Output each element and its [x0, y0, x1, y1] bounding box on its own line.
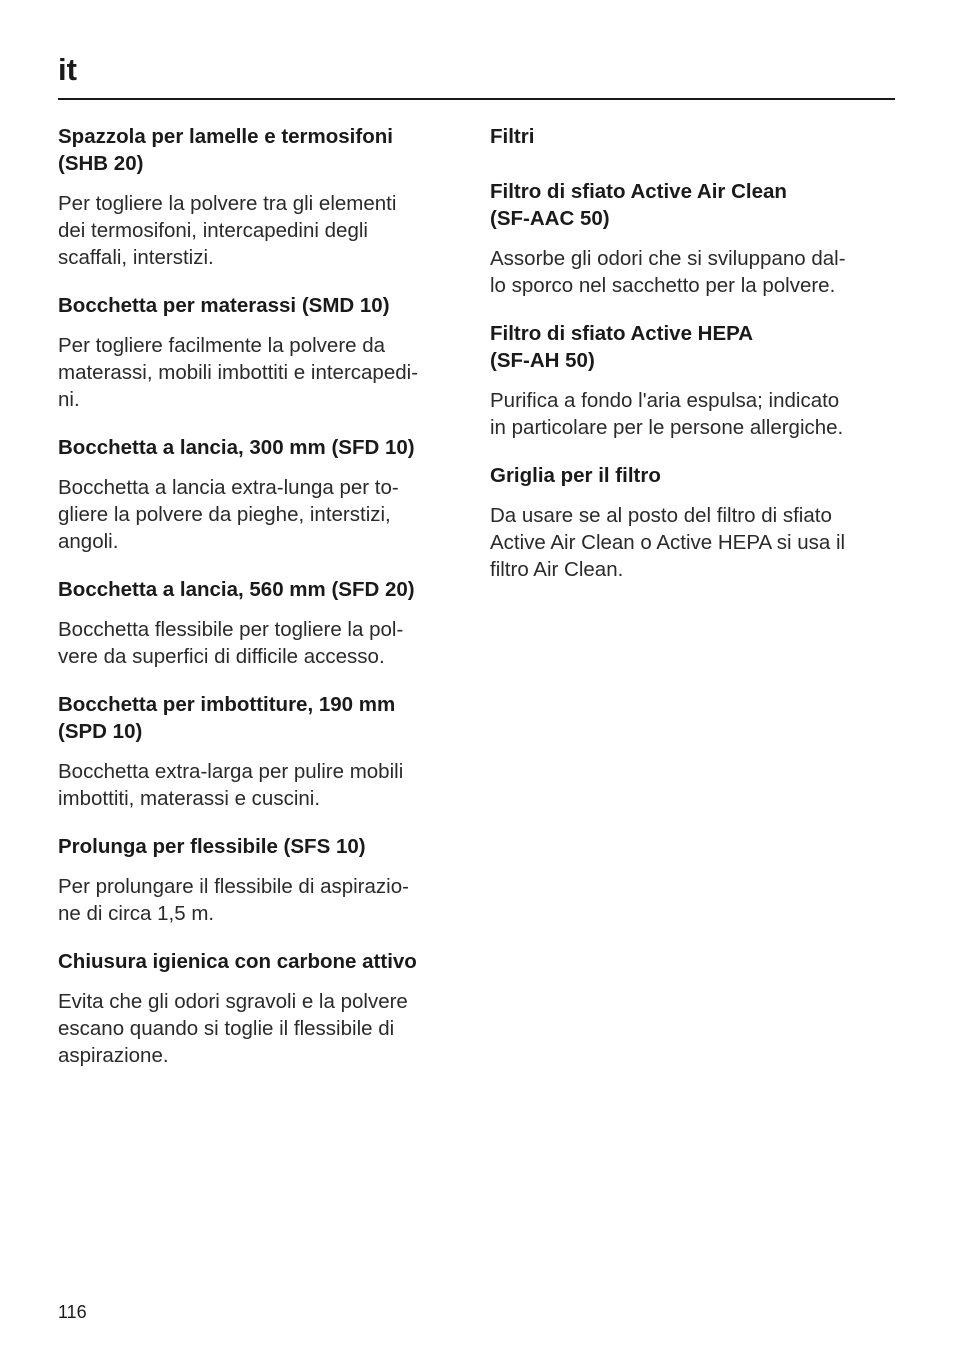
right-column: [490, 123, 900, 604]
section-description-line: ne di circa 1,5 m.: [58, 902, 215, 925]
accessory-section: [58, 833, 468, 927]
page-number: 116: [58, 1302, 87, 1322]
accessory-section: [58, 691, 468, 812]
section-heading: [58, 948, 468, 975]
section-description-line: vere da superfici di difficile accesso.: [58, 645, 385, 668]
section-heading-line: Bocchetta a lancia, 560 mm (SFD 20): [58, 578, 415, 601]
section-description: [58, 758, 468, 812]
section-heading: [58, 576, 468, 603]
section-heading: [58, 691, 468, 745]
section-description-line: in particolare per le persone allergiche.: [490, 416, 844, 439]
section-description-line: angoli.: [58, 530, 119, 553]
filters-group-heading: Filtri: [490, 125, 535, 148]
section-heading-line: Filtro di sfiato Active HEPA: [490, 322, 754, 345]
section-heading: [58, 434, 468, 461]
filter-sections: [490, 178, 900, 583]
section-description-line: aspirazione.: [58, 1044, 169, 1067]
section-description-line: Per togliere la polvere tra gli elementi: [58, 192, 397, 215]
section-description: [58, 190, 468, 271]
section-description-line: dei termosifoni, intercapedini degli: [58, 219, 368, 242]
section-description-line: Purifica a fondo l'aria espulsa; indicato: [490, 389, 840, 412]
section-heading-line: Filtro di sfiato Active Air Clean: [490, 180, 787, 203]
accessory-section: [58, 434, 468, 555]
section-description-line: materassi, mobili imbottiti e intercapedi-: [58, 361, 419, 384]
section-description: [58, 474, 468, 555]
section-heading-line: Griglia per il filtro: [490, 464, 661, 487]
section-heading: [490, 320, 900, 374]
section-description-line: Assorbe gli odori che si sviluppano dal-: [490, 247, 846, 270]
section-heading: [58, 833, 468, 860]
section-heading-line: (SF-AH 50): [490, 349, 595, 372]
accessory-section: [58, 948, 468, 1069]
section-heading: [490, 462, 900, 489]
section-heading: [58, 292, 468, 319]
accessory-section: [58, 123, 468, 271]
section-description-line: filtro Air Clean.: [490, 558, 624, 581]
section-heading-line: (SPD 10): [58, 720, 143, 743]
accessory-section: [490, 320, 900, 441]
section-heading-line: Bocchetta a lancia, 300 mm (SFD 10): [58, 436, 415, 459]
section-heading-line: (SHB 20): [58, 152, 144, 175]
section-description-line: ni.: [58, 388, 80, 411]
section-description: [490, 245, 900, 299]
section-heading-line: Prolunga per flessibile (SFS 10): [58, 835, 366, 858]
section-description: [490, 502, 900, 583]
accessory-section: [490, 462, 900, 583]
section-description-line: Bocchetta a lancia extra-lunga per to-: [58, 476, 399, 499]
section-heading-line: Spazzola per lamelle e termosifoni: [58, 125, 393, 148]
header-divider: [58, 98, 895, 100]
section-description-line: Bocchetta flessibile per togliere la pol-: [58, 618, 404, 641]
section-description: [490, 387, 900, 441]
section-description: [58, 332, 468, 413]
section-heading: [490, 178, 900, 232]
section-description-line: Da usare se al posto del filtro di sfiato: [490, 504, 832, 527]
section-description-line: scaffali, interstizi.: [58, 246, 214, 269]
section-heading: [58, 123, 468, 177]
section-description-line: Per togliere facilmente la polvere da: [58, 334, 386, 357]
section-heading-line: Bocchetta per materassi (SMD 10): [58, 294, 390, 317]
language-code: it: [58, 52, 77, 87]
section-description-line: Evita che gli odori sgravoli e la polvere: [58, 990, 408, 1013]
section-description-line: lo sporco nel sacchetto per la polvere.: [490, 274, 836, 297]
section-description: [58, 988, 468, 1069]
section-description: [58, 616, 468, 670]
section-description-line: Bocchetta extra-larga per pulire mobili: [58, 760, 404, 783]
accessory-section: [490, 178, 900, 299]
left-column: [58, 123, 468, 1090]
section-description-line: Active Air Clean o Active HEPA si usa il: [490, 531, 846, 554]
accessory-section: [58, 292, 468, 413]
section-description-line: Per prolungare il flessibile di aspirazio-: [58, 875, 409, 898]
section-heading-line: Chiusura igienica con carbone attivo: [58, 950, 417, 973]
section-heading-line: (SF-AAC 50): [490, 207, 610, 230]
section-heading-line: Bocchetta per imbottiture, 190 mm: [58, 693, 396, 716]
section-description-line: gliere la polvere da pieghe, interstizi,: [58, 503, 391, 526]
section-description-line: imbottiti, materassi e cuscini.: [58, 787, 321, 810]
accessory-section: [58, 576, 468, 670]
section-description-line: escano quando si toglie il flessibile di: [58, 1017, 395, 1040]
section-description: [58, 873, 468, 927]
